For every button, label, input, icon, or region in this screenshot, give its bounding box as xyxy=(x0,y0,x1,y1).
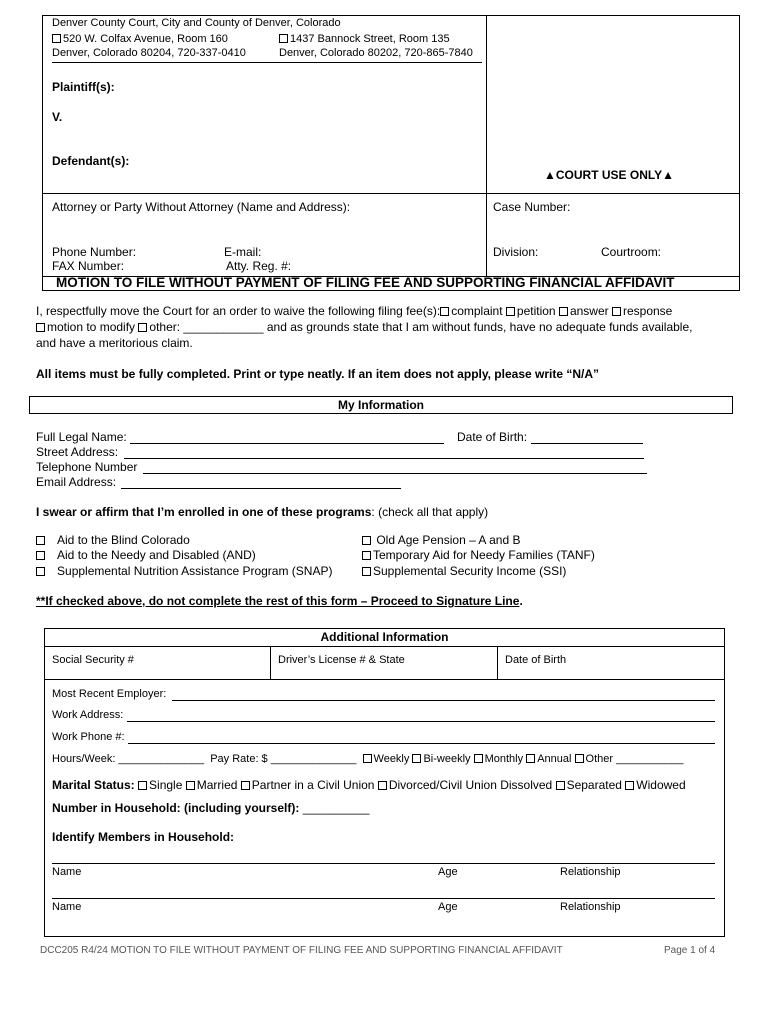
checkbox-other[interactable] xyxy=(138,323,147,332)
checkbox-annual[interactable] xyxy=(526,754,535,763)
fee-waiver-line-1: I, respectfully move the Court for an order to waive the following filing fee(s): complaint petition answer response xyxy=(36,304,673,318)
programs-intro: I swear or affirm that I’m enrolled in one of these programs: (check all that apply) xyxy=(36,505,489,519)
work-address-label: Work Address: xyxy=(52,709,124,721)
checkbox[interactable] xyxy=(36,536,45,545)
member-relationship-label: Relationship xyxy=(560,901,621,913)
member-age-label: Age xyxy=(438,866,458,878)
additional-row-line xyxy=(44,679,725,680)
full-legal-name-label: Full Legal Name: xyxy=(36,430,127,444)
date-of-birth-field[interactable] xyxy=(531,443,643,444)
fee-waiver-line-2: motion to modify other: ____________ and as grounds state that I am without funds, have no adequate funds available, xyxy=(36,320,692,334)
division-label: Division: xyxy=(493,245,539,259)
telephone-number-field[interactable] xyxy=(143,473,647,474)
programs-note: **If checked above, do not complete the rest of this form – Proceed to Signature Line. xyxy=(36,594,523,608)
checkbox[interactable] xyxy=(36,551,45,560)
member-relationship-label: Relationship xyxy=(560,866,621,878)
most-recent-employer-field[interactable] xyxy=(172,700,715,701)
program-item: Supplemental Security Income (SSI) xyxy=(362,564,566,578)
program-item: Temporary Aid for Needy Families (TANF) xyxy=(362,548,595,562)
checkbox-motion-to-modify[interactable] xyxy=(36,323,45,332)
checkbox[interactable] xyxy=(362,551,371,560)
member-name-label: Name xyxy=(52,866,82,878)
work-phone-field[interactable] xyxy=(128,743,715,744)
email-address-label: Email Address: xyxy=(36,475,117,489)
checkbox-other-frequency[interactable] xyxy=(575,754,584,763)
address-underline xyxy=(52,62,482,63)
checkbox-biweekly[interactable] xyxy=(412,754,421,763)
checkbox-divorced[interactable] xyxy=(378,781,387,790)
atty-reg-label: Atty. Reg. #: xyxy=(226,259,292,273)
date-of-birth-label: Date of Birth: xyxy=(457,430,528,444)
checkbox-petition[interactable] xyxy=(506,307,515,316)
court-address-2-city: Denver, Colorado 80202, 720-865-7840 xyxy=(279,47,473,59)
work-phone-label: Work Phone #: xyxy=(52,731,125,743)
program-item: Aid to the Needy and Disabled (AND) xyxy=(36,548,256,562)
program-item: Supplemental Nutrition Assistance Program (SNAP) xyxy=(36,564,332,578)
drivers-license-label: Driver’s License # & State xyxy=(278,654,405,666)
checkbox[interactable] xyxy=(52,34,61,43)
member-line[interactable] xyxy=(52,863,715,864)
checkbox[interactable] xyxy=(362,536,371,545)
checkbox-complaint[interactable] xyxy=(440,307,449,316)
attorney-label: Attorney or Party Without Attorney (Name and Address): xyxy=(52,200,351,214)
phone-number-label: Phone Number: xyxy=(52,245,137,259)
checkbox-widowed[interactable] xyxy=(625,781,634,790)
court-address-2: 1437 Bannock Street, Room 135 xyxy=(279,33,450,45)
checkbox-single[interactable] xyxy=(138,781,147,790)
court-address-1-city: Denver, Colorado 80204, 720-337-0410 xyxy=(52,47,246,59)
social-security-label: Social Security # xyxy=(52,654,134,666)
email-address-field[interactable] xyxy=(121,488,401,489)
case-number-label: Case Number: xyxy=(493,200,571,214)
courtroom-label: Courtroom: xyxy=(601,245,662,259)
checkbox-answer[interactable] xyxy=(559,307,568,316)
instruction-text: All items must be fully completed. Print or type neatly. If an item does not apply, please write “N/A” xyxy=(36,367,600,381)
program-item: Old Age Pension – A and B xyxy=(362,533,520,547)
work-address-field[interactable] xyxy=(127,721,715,722)
street-address-field[interactable] xyxy=(124,458,644,459)
member-line[interactable] xyxy=(52,898,715,899)
additional-dob-label: Date of Birth xyxy=(505,654,567,666)
caption-row-line-1 xyxy=(42,193,740,194)
pay-frequency-row: Hours/Week: ______________ Pay Rate: $ ______________ Weekly Bi-weekly Monthly Annual Other ___________ xyxy=(52,753,684,765)
court-name: Denver County Court, City and County of Denver, Colorado xyxy=(52,17,341,29)
most-recent-employer-label: Most Recent Employer: xyxy=(52,688,167,700)
court-use-only-label: ▲COURT USE ONLY▲ xyxy=(544,168,674,182)
checkbox-weekly[interactable] xyxy=(363,754,372,763)
my-information-heading: My Information xyxy=(338,398,424,412)
plaintiff-label: Plaintiff(s): xyxy=(52,80,115,94)
household-number-row: Number in Household: (including yourself): __________ xyxy=(52,801,370,815)
telephone-number-label: Telephone Number xyxy=(36,460,138,474)
footer-form-id: DCC205 R4/24 MOTION TO FILE WITHOUT PAYMENT OF FILING FEE AND SUPPORTING FINANCIAL AFFIDAVIT xyxy=(40,945,563,956)
identify-members-label: Identify Members in Household: xyxy=(52,830,235,844)
member-name-label: Name xyxy=(52,901,82,913)
checkbox-married[interactable] xyxy=(186,781,195,790)
checkbox-separated[interactable] xyxy=(556,781,565,790)
checkbox[interactable] xyxy=(36,567,45,576)
column-divider xyxy=(497,646,498,679)
email-label: E-mail: xyxy=(224,245,262,259)
footer-page-number: Page 1 of 4 xyxy=(664,945,716,956)
checkbox-monthly[interactable] xyxy=(474,754,483,763)
program-item: Aid to the Blind Colorado xyxy=(36,533,190,547)
checkbox-response[interactable] xyxy=(612,307,621,316)
column-divider xyxy=(270,646,271,679)
additional-information-heading: Additional Information xyxy=(320,630,449,644)
checkbox[interactable] xyxy=(362,567,371,576)
caption-divider xyxy=(486,15,487,277)
checkbox[interactable] xyxy=(279,34,288,43)
fax-number-label: FAX Number: xyxy=(52,259,125,273)
additional-heading-line xyxy=(44,646,725,647)
member-age-label: Age xyxy=(438,901,458,913)
full-legal-name-field[interactable] xyxy=(130,443,444,444)
defendant-label: Defendant(s): xyxy=(52,154,130,168)
marital-status-row: Marital Status: Single Married Partner in a Civil Union Divorced/Civil Union Dissolved Separated Widowed xyxy=(52,778,686,792)
fee-waiver-line-3: and have a meritorious claim. xyxy=(36,336,193,350)
court-address-1: 520 W. Colfax Avenue, Room 160 xyxy=(52,33,228,45)
form-title: MOTION TO FILE WITHOUT PAYMENT OF FILING FEE AND SUPPORTING FINANCIAL AFFIDAVIT xyxy=(56,275,675,290)
checkbox-partner[interactable] xyxy=(241,781,250,790)
street-address-label: Street Address: xyxy=(36,445,119,459)
versus-label: V. xyxy=(52,110,63,124)
